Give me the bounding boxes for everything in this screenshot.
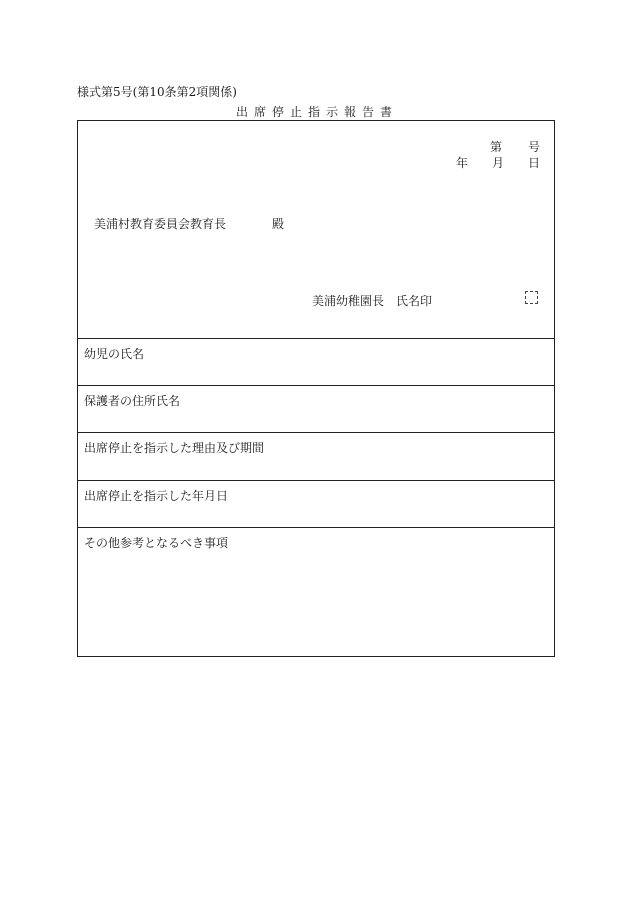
- honorific: 殿: [272, 217, 285, 231]
- report-form: [77, 120, 555, 657]
- row-label: 保護者の住所氏名: [84, 394, 181, 408]
- number-dai-label: 第: [490, 140, 503, 154]
- row-reason-period: [78, 433, 554, 481]
- row-guardian: [78, 386, 554, 433]
- row-label: 幼児の氏名: [84, 347, 145, 361]
- addressee: 美浦村教育委員会教育長: [94, 217, 227, 231]
- row-instruction-date: [78, 481, 554, 528]
- row-label: その他参考となるべき事項: [84, 536, 229, 550]
- date-year-label: 年: [456, 156, 469, 170]
- date-day-label: 日: [528, 156, 541, 170]
- row-child-name: [78, 339, 554, 386]
- date-month-label: 月: [492, 156, 505, 170]
- document-title: 出席停止指示報告書: [236, 105, 399, 119]
- row-label: 出席停止を指示した理由及び期間: [84, 441, 265, 455]
- header-block: [78, 121, 554, 339]
- seal-box: [525, 291, 538, 304]
- form-reference: 様式第5号(第10条第2項関係): [77, 85, 237, 99]
- row-label: 出席停止を指示した年月日: [84, 489, 229, 503]
- sender-line: 美浦幼稚園長 氏名印: [312, 294, 433, 308]
- row-other-notes: [78, 528, 554, 656]
- number-go-label: 号: [528, 140, 541, 154]
